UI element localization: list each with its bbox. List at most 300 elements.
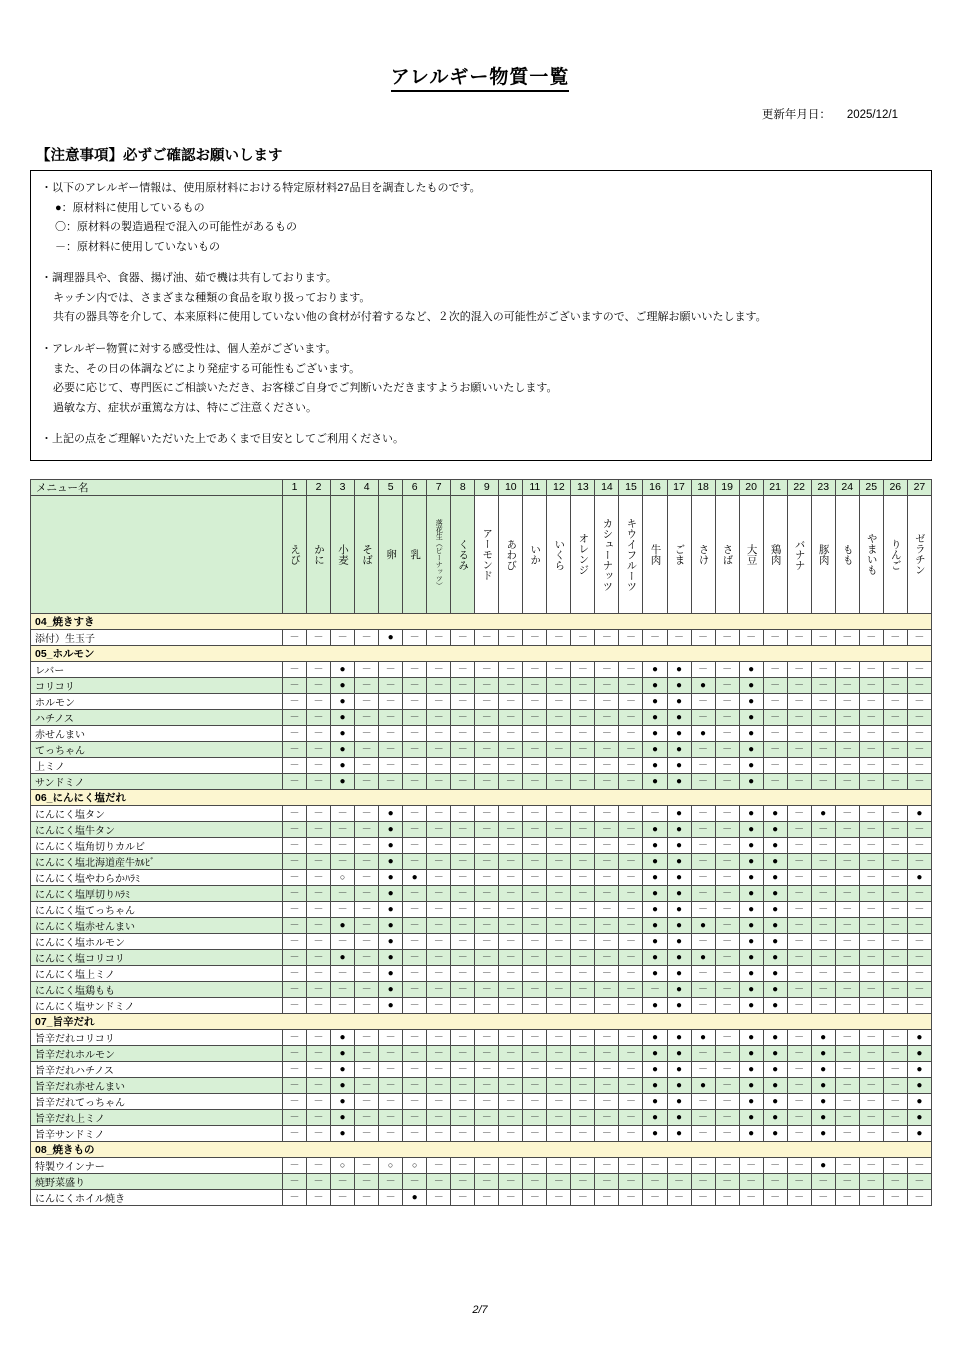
mark-none: － [499,965,523,981]
mark-none: － [283,1093,307,1109]
table-row [31,1125,932,1141]
mark-none: － [547,693,571,709]
mark-contains: ● [379,837,403,853]
allergen-number-15: 15 [619,479,643,495]
mark-none: － [571,709,595,725]
mark-none: － [763,773,787,789]
mark-none: － [595,677,619,693]
title-row [0,0,960,92]
mark-none: － [907,725,931,741]
mark-none: － [451,1173,475,1189]
mark-none: － [835,1189,859,1205]
mark-none: － [883,1109,907,1125]
mark-none: － [787,773,811,789]
mark-none: － [523,1077,547,1093]
mark-none: － [523,773,547,789]
mark-none: － [595,853,619,869]
mark-none: － [403,773,427,789]
mark-contains: ● [643,869,667,885]
mark-contains: ● [763,821,787,837]
mark-none: － [619,629,643,645]
mark-none: － [835,1157,859,1173]
mark-contains: ● [763,1077,787,1093]
update-date-row [0,106,960,122]
menu-item-name: 旨辛だれハチノス [31,1061,283,1077]
mark-none: － [883,965,907,981]
mark-none: － [595,693,619,709]
mark-none: － [307,805,331,821]
menu-item-name: にんにく塩角切りカルビ [31,837,283,853]
mark-none: － [619,837,643,853]
mark-contains: ● [331,949,355,965]
mark-none: － [835,949,859,965]
notice-line-6: 共有の器具等を介して、本来原料に使用していない他の食材が付着するなど、２次的混入の可能性がございますので、ご理解お願いいたします。 [53,311,767,324]
mark-none: － [715,853,739,869]
mark-contains: ● [739,933,763,949]
mark-contains: ● [331,1029,355,1045]
mark-contains: ● [379,965,403,981]
mark-contains: ● [643,997,667,1013]
mark-none: － [691,629,715,645]
notice-line-5: キッチン内では、さまざまな種類の食品を取り扱っております。 [53,291,371,304]
mark-contains: ● [667,773,691,789]
mark-none: － [619,1029,643,1045]
mark-none: － [355,869,379,885]
mark-none: － [307,1125,331,1141]
mark-none: － [307,869,331,885]
mark-contains: ● [379,933,403,949]
mark-none: － [499,741,523,757]
mark-none: － [547,869,571,885]
mark-none: － [523,757,547,773]
allergen-label-vertical: もも [841,543,854,565]
mark-none: － [283,709,307,725]
mark-none: － [283,661,307,677]
menu-item-name: 旨辛だれコリコリ [31,1029,283,1045]
mark-none: － [859,1157,883,1173]
mark-none: － [835,725,859,741]
mark-none: － [787,901,811,917]
mark-none: － [499,1077,523,1093]
mark-none: － [403,1109,427,1125]
mark-none: － [355,629,379,645]
mark-none: － [475,853,499,869]
mark-none: － [451,1077,475,1093]
mark-none: － [619,965,643,981]
mark-none: － [499,629,523,645]
mark-none: － [907,661,931,677]
mark-none: － [835,741,859,757]
mark-none: － [523,821,547,837]
mark-none: － [787,661,811,677]
mark-none: － [835,885,859,901]
mark-none: － [739,629,763,645]
allergen-label-vertical: りんご [889,538,902,571]
mark-none: － [595,661,619,677]
mark-none: － [451,757,475,773]
mark-contains: ● [739,853,763,869]
mark-none: － [451,1093,475,1109]
mark-none: － [619,901,643,917]
mark-none: － [595,933,619,949]
mark-none: － [547,1077,571,1093]
mark-none: － [715,965,739,981]
mark-none: － [451,741,475,757]
mark-none: － [691,837,715,853]
mark-none: － [499,837,523,853]
mark-none: － [475,901,499,917]
mark-contains: ● [643,661,667,677]
mark-none: － [499,997,523,1013]
section-label: 05_ホルモン [31,645,932,661]
mark-none: － [883,1093,907,1109]
mark-none: － [403,1061,427,1077]
mark-none: － [571,1157,595,1173]
mark-none: － [427,933,451,949]
mark-none: － [523,869,547,885]
mark-none: － [811,917,835,933]
allergen-number-10: 10 [499,479,523,495]
notice-line-7: ・アレルギー物質に対する感受性は、個人差がございます。 [41,343,337,356]
mark-none: － [859,1189,883,1205]
mark-none: － [907,693,931,709]
mark-none: － [379,1093,403,1109]
table-row [31,1029,932,1045]
mark-none: － [715,917,739,933]
mark-none: － [307,709,331,725]
mark-none: － [331,965,355,981]
mark-none: － [331,1173,355,1189]
mark-contains: ● [331,741,355,757]
mark-none: － [283,1125,307,1141]
allergen-number-5: 5 [379,479,403,495]
mark-none: － [835,1093,859,1109]
mark-none: － [379,1173,403,1189]
mark-none: － [451,821,475,837]
mark-none: － [355,661,379,677]
allergen-label-vertical: バナナ [793,538,806,571]
mark-none: － [691,1093,715,1109]
table-row [31,773,932,789]
mark-contains: ● [667,1093,691,1109]
mark-contains: ● [763,853,787,869]
mark-none: － [787,693,811,709]
mark-contains: ● [643,709,667,725]
mark-none: － [403,757,427,773]
mark-none: － [379,725,403,741]
mark-none: － [763,757,787,773]
mark-none: － [283,805,307,821]
mark-none: － [691,901,715,917]
mark-none: － [355,917,379,933]
mark-none: － [379,661,403,677]
mark-none: － [331,901,355,917]
mark-contains: ● [643,821,667,837]
mark-none: － [907,757,931,773]
allergen-name-20 [739,495,763,613]
mark-contains: ● [331,709,355,725]
mark-none: － [595,1061,619,1077]
mark-none: － [691,741,715,757]
mark-contains: ● [907,1109,931,1125]
mark-none: － [715,693,739,709]
mark-contains: ● [763,917,787,933]
allergen-name-row [31,495,932,613]
mark-none: － [355,1029,379,1045]
table-row [31,1093,932,1109]
mark-may-contain: ○ [331,1157,355,1173]
page-footer: 2/7 [472,1304,488,1316]
table-row [31,901,932,917]
update-date-label: 更新年月日： [761,109,831,121]
mark-none: － [835,997,859,1013]
mark-none: － [283,965,307,981]
allergen-number-18: 18 [691,479,715,495]
mark-none: － [571,997,595,1013]
allergen-name-16 [643,495,667,613]
mark-none: － [883,1045,907,1061]
mark-none: － [571,661,595,677]
notice-line-8: また、その日の体調などにより発症する可能性もございます。 [53,362,361,375]
mark-none: － [403,805,427,821]
mark-none: － [499,757,523,773]
mark-none: － [427,837,451,853]
mark-none: － [691,661,715,677]
mark-none: － [283,1061,307,1077]
mark-none: － [331,805,355,821]
mark-none: － [307,741,331,757]
mark-none: － [355,965,379,981]
mark-none: － [571,629,595,645]
mark-none: － [475,949,499,965]
mark-none: － [427,773,451,789]
mark-contains: ● [667,901,691,917]
mark-contains: ● [691,725,715,741]
mark-none: － [523,693,547,709]
mark-none: － [427,1173,451,1189]
mark-none: － [907,997,931,1013]
mark-none: － [427,1109,451,1125]
mark-contains: ● [331,1109,355,1125]
mark-none: － [283,725,307,741]
mark-none: － [547,629,571,645]
mark-none: － [355,885,379,901]
mark-contains: ● [811,1109,835,1125]
mark-contains: ● [811,1093,835,1109]
mark-none: － [547,1045,571,1061]
mark-contains: ● [667,997,691,1013]
mark-none: － [427,661,451,677]
allergen-number-17: 17 [667,479,691,495]
mark-none: － [811,1173,835,1189]
mark-none: － [427,981,451,997]
mark-none: － [859,933,883,949]
notice-legend-open: 〇：原材料の製造過程で混入の可能性があるもの [55,221,297,234]
mark-none: － [859,629,883,645]
mark-none: － [499,917,523,933]
mark-none: － [787,1109,811,1125]
mark-none: － [499,1029,523,1045]
table-row [31,1189,932,1205]
mark-none: － [307,1189,331,1205]
mark-none: － [427,1157,451,1173]
mark-none: － [595,917,619,933]
section-label: 07_旨辛だれ [31,1013,932,1029]
mark-none: － [379,1125,403,1141]
mark-none: － [331,885,355,901]
mark-none: － [883,805,907,821]
mark-contains: ● [907,805,931,821]
table-row [31,757,932,773]
mark-none: － [691,965,715,981]
table-row [31,677,932,693]
mark-none: － [499,1045,523,1061]
allergen-name-8 [451,495,475,613]
menu-item-name: にんにく塩鶏もも [31,981,283,997]
mark-none: － [451,805,475,821]
mark-none: － [331,821,355,837]
mark-none: － [595,1093,619,1109]
mark-none: － [331,997,355,1013]
mark-contains: ● [331,693,355,709]
mark-none: － [859,1109,883,1125]
mark-none: － [907,821,931,837]
mark-contains: ● [739,757,763,773]
mark-contains: ● [907,869,931,885]
mark-contains: ● [667,709,691,725]
mark-none: － [475,917,499,933]
menu-item-name: 特製ウインナー [31,1157,283,1173]
mark-none: － [427,821,451,837]
notice-spacer-3 [41,418,921,430]
mark-none: － [835,709,859,725]
table-row [31,1077,932,1093]
mark-none: － [283,821,307,837]
menu-item-name: ホルモン [31,693,283,709]
mark-none: － [691,1157,715,1173]
mark-none: － [499,677,523,693]
mark-none: － [859,901,883,917]
mark-none: － [307,757,331,773]
mark-contains: ● [643,1029,667,1045]
section-label: 06_にんにく塩だれ [31,789,932,805]
mark-none: － [643,1157,667,1173]
mark-may-contain: ○ [379,1157,403,1173]
mark-none: － [547,949,571,965]
mark-none: － [715,981,739,997]
mark-none: － [427,1125,451,1141]
mark-none: － [715,1077,739,1093]
mark-none: － [811,853,835,869]
table-row [31,821,932,837]
mark-none: － [475,1189,499,1205]
mark-contains: ● [331,677,355,693]
allergen-label-vertical: アーモンド [481,528,494,581]
mark-contains: ● [763,933,787,949]
mark-contains: ● [739,917,763,933]
mark-none: － [403,965,427,981]
mark-none: － [547,1189,571,1205]
mark-none: － [883,837,907,853]
mark-none: － [715,757,739,773]
mark-none: － [283,1045,307,1061]
mark-none: － [859,805,883,821]
mark-none: － [595,725,619,741]
mark-none: － [571,1093,595,1109]
mark-none: － [859,1077,883,1093]
mark-contains: ● [667,693,691,709]
mark-none: － [355,997,379,1013]
mark-none: － [907,773,931,789]
mark-none: － [787,1157,811,1173]
mark-none: － [379,773,403,789]
mark-none: － [571,901,595,917]
mark-none: － [883,997,907,1013]
mark-contains: ● [667,885,691,901]
mark-none: － [883,629,907,645]
mark-contains: ● [667,677,691,693]
mark-none: － [811,629,835,645]
mark-none: － [595,965,619,981]
mark-contains: ● [331,1061,355,1077]
mark-none: － [523,901,547,917]
mark-none: － [427,1061,451,1077]
allergen-label-vertical: 鶏肉 [769,543,782,565]
mark-none: － [883,1157,907,1173]
allergen-label-vertical: やまいも [865,533,878,576]
mark-none: － [499,773,523,789]
allergen-label-vertical: 落花生（ピーナッツ） [435,519,443,590]
mark-may-contain: ○ [403,1157,427,1173]
mark-none: － [595,1029,619,1045]
mark-none: － [619,773,643,789]
mark-none: － [643,1189,667,1205]
mark-none: － [787,629,811,645]
mark-none: － [355,1045,379,1061]
mark-contains: ● [763,1029,787,1045]
mark-none: － [787,1173,811,1189]
mark-contains: ● [667,821,691,837]
mark-none: － [571,981,595,997]
allergen-number-8: 8 [451,479,475,495]
mark-none: － [547,981,571,997]
mark-none: － [859,917,883,933]
mark-none: － [499,933,523,949]
table-row [31,1173,932,1189]
mark-none: － [523,1029,547,1045]
mark-none: － [355,677,379,693]
mark-none: － [859,693,883,709]
mark-none: － [619,1077,643,1093]
mark-contains: ● [667,965,691,981]
mark-none: － [403,837,427,853]
mark-contains: ● [739,1045,763,1061]
mark-none: － [523,661,547,677]
mark-contains: ● [667,741,691,757]
mark-none: － [787,709,811,725]
mark-none: － [835,661,859,677]
mark-none: － [595,805,619,821]
mark-contains: ● [667,805,691,821]
mark-none: － [499,693,523,709]
mark-none: － [715,1157,739,1173]
table-row [31,917,932,933]
mark-none: － [547,933,571,949]
page-title: アレルギー物質一覧 [391,62,570,92]
mark-none: － [307,997,331,1013]
mark-none: － [355,757,379,773]
notice-line-10: 過敏な方、症状が重篤な方は、特にご注意ください。 [53,401,317,414]
